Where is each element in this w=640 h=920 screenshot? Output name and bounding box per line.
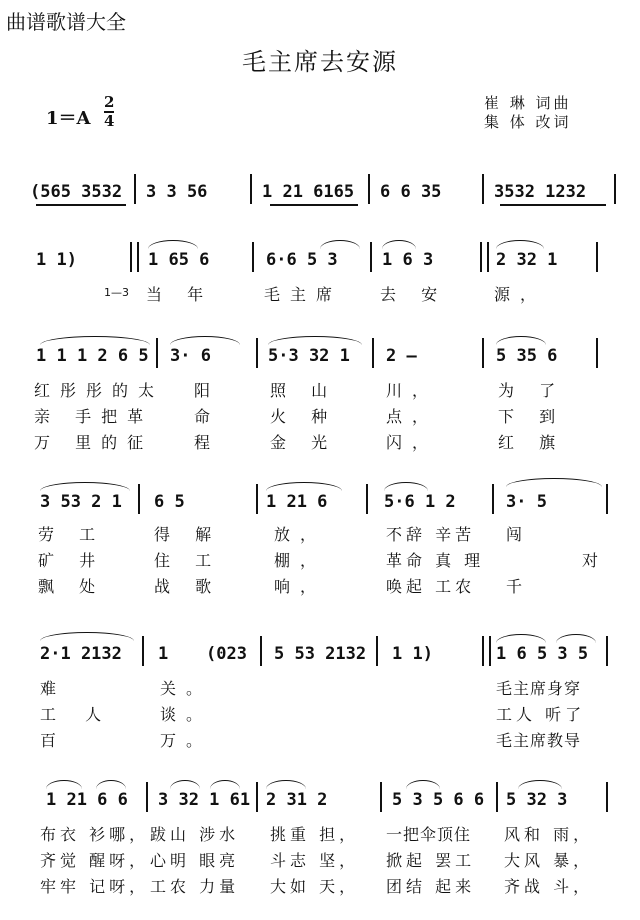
slur — [506, 478, 602, 487]
barline — [366, 484, 368, 514]
lyric: 照 山 — [270, 381, 338, 400]
slur — [382, 240, 416, 249]
notes-measure: 2·1 2132 — [40, 644, 122, 664]
lyric: 千 — [506, 577, 533, 596]
barline — [380, 782, 382, 812]
notes-measure: 1 65 6 — [148, 250, 210, 270]
notes-measure: 2 31 2 — [266, 790, 328, 810]
lyric: 命 — [194, 407, 221, 426]
notes-measure: 6 6 35 — [380, 182, 442, 202]
notes-measure: 1 1 1 2 6 5 — [36, 346, 149, 366]
notes-measure: 1 6 5 3 5 — [496, 644, 589, 664]
slur — [384, 482, 428, 491]
lyric: 点， — [386, 407, 439, 426]
barline — [256, 782, 258, 812]
notes-measure: 2 32 1 — [496, 250, 558, 270]
beam — [36, 204, 126, 206]
barline — [492, 484, 494, 514]
notes-measure: 5·3 32 1 — [268, 346, 350, 366]
lyric: 挑重 担， — [270, 825, 360, 844]
system-4-lyrics-verse-2 — [34, 548, 620, 570]
lyric: 矿 井 — [38, 551, 106, 570]
system-5-lyrics-verse-2 — [34, 702, 620, 724]
lyric: 不辞 辛苦 — [386, 525, 476, 544]
notes-measure: (565 3532 — [30, 182, 123, 202]
lyric: 红彤彤的太 — [34, 381, 165, 400]
slur — [320, 240, 360, 249]
notes-measure: 1 21 6165 — [262, 182, 355, 202]
time-signature — [104, 94, 114, 130]
lyric: 唤起 工农 — [386, 577, 476, 596]
system-4-lyrics-verse-1 — [34, 522, 620, 544]
site-header: 曲谱歌谱大全 — [6, 10, 126, 34]
lyric: 当 年 — [146, 285, 214, 304]
lyric: 对 — [582, 551, 609, 570]
barline — [252, 242, 254, 272]
barline — [482, 338, 484, 368]
notes-measure: 3· 6 — [170, 346, 211, 366]
notes-measure: 1 1) — [36, 250, 77, 270]
key-signature: 1＝A — [46, 108, 91, 129]
barline — [596, 242, 598, 272]
lyric: 下 到 — [498, 407, 566, 426]
lyric: 去 安 — [380, 285, 448, 304]
lyric: 风和 雨， — [504, 825, 594, 844]
barline — [372, 338, 374, 368]
lyric: 阳 — [194, 381, 221, 400]
lyric: 革命 真 理 — [386, 551, 485, 570]
credit-adaptation: 集 体 改词 — [484, 113, 572, 131]
slur — [266, 780, 306, 789]
credits — [484, 94, 572, 132]
lyric: 关。 — [160, 679, 213, 698]
notes-measure: 5 35 6 — [496, 346, 558, 366]
notes-measure: 1 — [158, 644, 169, 664]
lyric: 牢牢 记呀， — [40, 877, 150, 896]
lyric: 万。 — [160, 731, 213, 750]
notes-measure: 3 32 1 61 — [158, 790, 251, 810]
notes-measure: 5 53 2132 — [274, 644, 367, 664]
barline — [596, 338, 598, 368]
system-4-lyrics-verse-3 — [34, 574, 620, 596]
notes-measure: 3532 1232 — [494, 182, 587, 202]
notes-measure: 5·6 1 2 — [384, 492, 456, 512]
notes-measure: 3 3 56 — [146, 182, 208, 202]
notes-measure: 1 6 3 — [382, 250, 434, 270]
slur — [170, 336, 240, 345]
slur — [96, 780, 126, 789]
lyric: 得 解 — [154, 525, 222, 544]
slur — [210, 780, 240, 789]
barline — [496, 782, 498, 812]
lyric: 战 歌 — [154, 577, 222, 596]
system-2-lyrics — [34, 282, 620, 304]
system-3-notes — [30, 346, 620, 380]
lyric: 住 工 — [154, 551, 222, 570]
notes-measure: 3· 5 — [506, 492, 547, 512]
system-3-lyrics-verse-1 — [34, 378, 620, 400]
system-3-lyrics-verse-2 — [34, 404, 620, 426]
slur — [496, 336, 546, 345]
barline — [142, 636, 144, 666]
credit-lyricist: 崔 琳 词曲 — [484, 94, 572, 112]
system-5-lyrics-verse-3 — [34, 728, 620, 750]
barline — [480, 242, 489, 272]
barline — [606, 782, 608, 812]
lyric: 程 — [194, 433, 221, 452]
lyric: 齐觉 醒呀， — [40, 851, 150, 870]
song-title: 毛主席去安源 — [242, 48, 398, 76]
lyric: 一把伞顶住 — [386, 825, 472, 844]
slur — [556, 634, 596, 643]
system-6-notes — [30, 790, 620, 824]
barline — [614, 174, 616, 204]
slur — [496, 634, 546, 643]
barline — [368, 174, 370, 204]
lyric: 大风 暴， — [504, 851, 594, 870]
lyric: 工 人 — [40, 705, 114, 724]
lyric: 谈。 — [160, 705, 213, 724]
notes-measure: 5 32 3 — [506, 790, 568, 810]
lyric: 布衣 衫哪， — [40, 825, 150, 844]
notes-measure: 1 1) — [392, 644, 433, 664]
system-5-lyrics-verse-1 — [34, 676, 620, 698]
slur — [40, 482, 130, 491]
lyric: 源， — [494, 285, 547, 304]
slur — [40, 336, 150, 345]
lyric: 亲 手把革 — [34, 407, 154, 426]
beam — [500, 204, 606, 206]
barline — [134, 174, 136, 204]
slur — [46, 780, 82, 789]
slur — [268, 336, 362, 345]
slur — [518, 780, 562, 789]
time-denominator: 4 — [104, 112, 115, 130]
system-2-notes — [30, 250, 620, 284]
system-5-notes — [30, 644, 620, 678]
barline — [370, 242, 372, 272]
slur — [266, 482, 342, 491]
barline — [250, 174, 252, 204]
time-numerator: 2 — [104, 93, 115, 111]
barline — [260, 636, 262, 666]
lyric: 大如 天， — [270, 877, 360, 896]
lyric: 毛主席身穿 — [496, 679, 582, 698]
lyric: 响， — [274, 577, 327, 596]
notes-measure: 2 — — [386, 346, 417, 366]
notes-measure: 1 21 6 — [266, 492, 328, 512]
verse-label: 1—3 — [104, 286, 129, 299]
lyric: 工农 力量 — [150, 877, 240, 896]
beam — [270, 204, 358, 206]
system-6-lyrics-verse-3 — [34, 874, 620, 896]
slur — [170, 780, 200, 789]
lyric: 棚， — [274, 551, 327, 570]
lyric: 掀起 罢工 — [386, 851, 476, 870]
lyric: 闯 — [506, 525, 533, 544]
lyric: 劳 工 — [38, 525, 106, 544]
barline — [256, 338, 258, 368]
barline — [376, 636, 378, 666]
lyric: 百 — [40, 731, 67, 750]
lyric: 川， — [386, 381, 439, 400]
system-4-notes — [30, 492, 620, 526]
lyric: 难 — [40, 679, 67, 698]
lyric: 闪， — [386, 433, 439, 452]
barline — [138, 484, 140, 514]
slur — [40, 632, 134, 641]
lyric: 齐战 斗， — [504, 877, 594, 896]
lyric: 火 种 — [270, 407, 338, 426]
lyric: 斗志 坚， — [270, 851, 360, 870]
slur — [496, 240, 544, 249]
barline — [482, 174, 484, 204]
lyric: 毛主席教导 — [496, 731, 582, 750]
slur — [406, 780, 440, 789]
notes-measure: 6·6 5 3 — [266, 250, 338, 270]
notes-measure: 5 3 5 6 6 — [392, 790, 485, 810]
barline — [256, 484, 258, 514]
lyric: 团结 起来 — [386, 877, 476, 896]
lyric: 金 光 — [270, 433, 338, 452]
barline — [606, 484, 608, 514]
lyric: 万 里的征 — [34, 433, 154, 452]
lyric: 心明 眼亮 — [150, 851, 240, 870]
system-1-notes — [30, 182, 620, 216]
lyric: 红 旗 — [498, 433, 566, 452]
system-6-lyrics-verse-1 — [34, 822, 620, 844]
repeat-barline — [130, 242, 139, 272]
lyric: 跋山 涉水 — [150, 825, 240, 844]
notes-measure: 1 21 6 6 — [46, 790, 128, 810]
system-3-lyrics-verse-3 — [34, 430, 620, 452]
system-6-lyrics-verse-2 — [34, 848, 620, 870]
slur — [148, 240, 198, 249]
lyric: 飘 处 — [38, 577, 106, 596]
lyric: 毛主席 — [264, 285, 343, 304]
notes-measure: 3 53 2 1 — [40, 492, 122, 512]
notes-measure: (023 — [206, 644, 247, 664]
lyric: 工人 听了 — [496, 705, 586, 724]
repeat-barline — [482, 636, 491, 666]
notes-measure: 6 5 — [154, 492, 185, 512]
barline — [606, 636, 608, 666]
lyric: 为 了 — [498, 381, 566, 400]
lyric: 放， — [274, 525, 327, 544]
barline — [156, 338, 158, 368]
barline — [146, 782, 148, 812]
